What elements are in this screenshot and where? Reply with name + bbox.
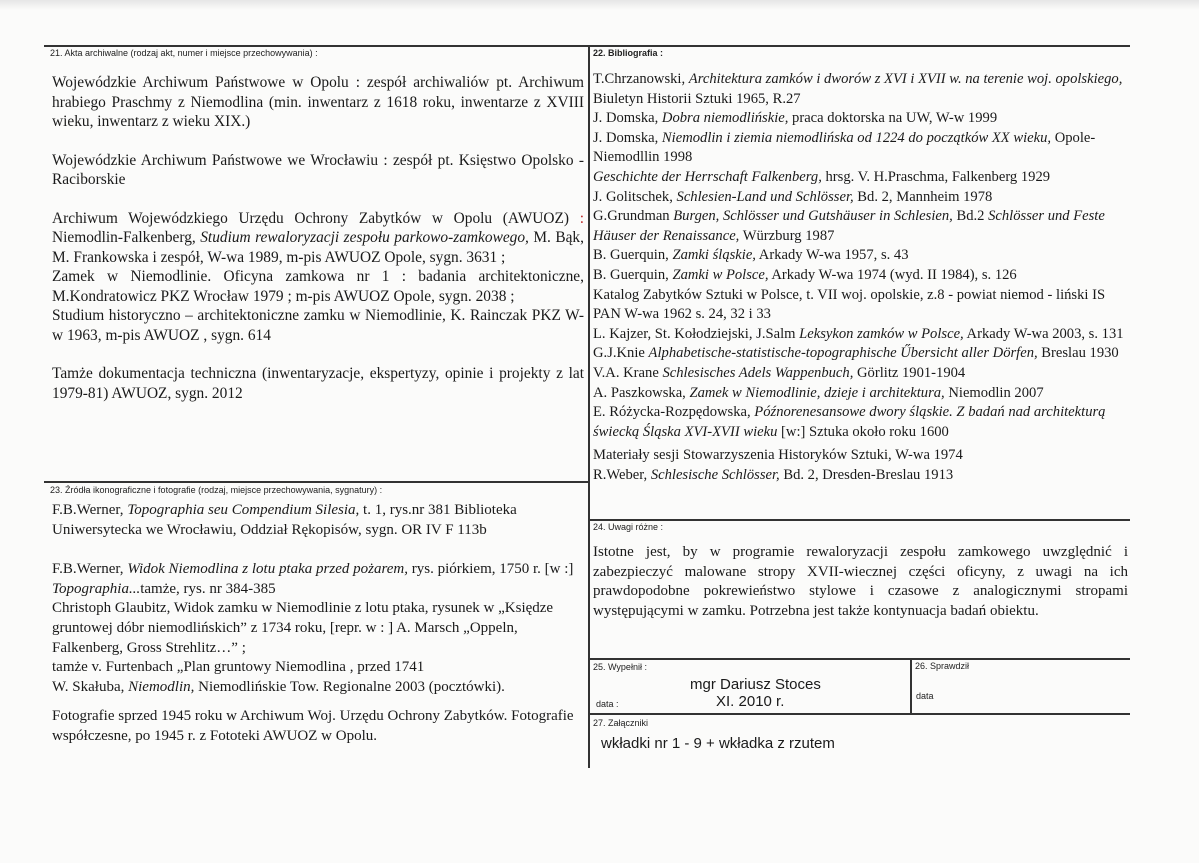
bibliography-entry xyxy=(593,325,1133,345)
bibliography-title: Architektura zamków i dworów z XVI i XVII w. na terenie woj. opolskiego, xyxy=(688,71,1123,87)
s21-p6: Tamże dokumentacja techniczna (inwentaryzacje, ekspertyzy, opinie i projekty z lat 1979-81) AWUOZ, sygn. 2012 xyxy=(52,365,584,402)
bibliography-entry xyxy=(593,70,1133,109)
bibliography-text: Görlitz 1901-1904 xyxy=(853,364,966,381)
s21-p3-place: Niemodlin-Falkenberg, xyxy=(52,229,196,246)
bibliography-text: Arkady W-wa 1974 (wyd. II 1984), s. 126 xyxy=(768,266,1017,283)
s21-body xyxy=(52,73,584,403)
s26-date-label: data xyxy=(916,691,934,701)
bibliography-text: B. Guerquin, xyxy=(593,247,673,264)
bibliography-text: Materiały sesji Stowarzyszenia Historyków Sztuki, W-wa 1974 xyxy=(593,447,963,464)
bibliography-text: Biuletyn Historii Sztuki 1965, R.27 xyxy=(593,90,801,107)
bibliography-text: Würzburg 1987 xyxy=(739,227,835,244)
s23-item-werner-widok xyxy=(52,560,584,599)
s24-label: 24. Uwagi różne : xyxy=(593,522,664,532)
bibliography-entry xyxy=(593,129,1133,168)
bibliography-text: T.Chrzanowski, xyxy=(593,71,689,87)
bibliography-entry xyxy=(593,266,1133,286)
scan-edge xyxy=(0,0,1199,10)
s21-p3-archive: Archiwum Wojewódzkiego Urzędu Ochrony Zabytków w Opolu (AWUOZ) xyxy=(52,209,570,227)
bibliography-text: J. Domska, xyxy=(593,110,662,127)
left-section-divider xyxy=(44,481,589,483)
column-divider xyxy=(588,45,590,768)
bibliography-title: Schlesisches Adels Wappenbuch, xyxy=(662,364,854,381)
bibliography-title: Schlesien-Land und Schlösser, xyxy=(676,188,854,205)
bibliography-title: Geschichte der Herrschaft Falkenberg, xyxy=(593,168,822,185)
bibliography-entry xyxy=(593,466,1133,486)
bibliography-entry xyxy=(593,403,1133,442)
s21-p3 xyxy=(52,209,584,268)
s24-text: Istotne jest, by w programie rewaloryzacji zespołu zamkowego uwzględnić i zabezpieczyć malowane stropy XVII-wiecznej części oficyny, z uwagi na ich prawdopodobne pokrewieństwo stylowe i czasowe z analogicznymi stropami występującymi w zamku. Potrzebna jest także kontynuacja badań obiektu. xyxy=(593,544,1128,619)
s25-label: 25. Wypełnił : xyxy=(593,662,647,672)
s23-item-skaluba xyxy=(52,678,584,698)
bibliography-text: J. Golitschek, xyxy=(593,188,677,205)
bibliography-text: hrsg. V. H.Praschma, Falkenberg 1929 xyxy=(821,168,1051,185)
bibliography-text: Bd. 2, Dresden-Breslau 1913 xyxy=(779,466,954,483)
s27-top-border xyxy=(588,713,1130,715)
s21-p5: Studium historyczno – architektoniczne zamku w Niemodlinie, K. Rainczak PKZ W-w 1963, m-pis AWUOZ , sygn. 614 xyxy=(52,307,584,344)
bibliography-title: Niemodlin i ziemia niemodlińska od 1224 do początków XX wieku, xyxy=(661,129,1052,146)
s23-b-details: rys. piórkiem, 1750 r. [w :] xyxy=(408,561,574,578)
s23-item-photos: Fotografie sprzed 1945 roku w Archiwum Woj. Urzędu Ochrony Zabytków. Fotografie współczesne, po 1945 r. z Fototeki AWUOZ w Opolu. xyxy=(52,708,574,744)
s25-s26-divider xyxy=(910,658,912,713)
bibliography-title: Zamki w Polsce, xyxy=(672,266,769,283)
s23-b-title: Widok Niemodlina z lotu ptaka przed pożarem, xyxy=(127,561,408,578)
bibliography-text: Bd.2 xyxy=(952,208,989,225)
s23-e-details: Niemodlińskie Tow. Regionalne 2003 (pocztówki). xyxy=(194,678,505,695)
s21-p2: Wojewódzkie Archiwum Państwowe we Wrocławiu : zespół pt. Księstwo Opolsko - Raciborskie xyxy=(52,151,584,188)
bibliography-text: Katalog Zabytków Sztuki w Polsce, t. VII woj. opolskie, z.8 - powiat niemod - liński IS PAN W-wa 1962 s. 24, 32 i 33 xyxy=(593,286,1106,323)
bibliography-text: L. Kajzer, St. Kołodziejski, J.Salm xyxy=(593,325,800,342)
bibliography-text: E. Różycka-Rozpędowska, xyxy=(593,404,755,421)
bibliography-text: Arkady W-wa 2003, s. 131 xyxy=(963,325,1124,342)
s23-label: 23. Źródła ikonograficzne i fotografie (rodzaj, miejsce przechowywania, sygnatury) : xyxy=(50,485,383,495)
bibliography-entry xyxy=(593,207,1133,246)
bibliography-entry xyxy=(593,384,1133,404)
bibliography-text: R.Weber, xyxy=(593,466,651,483)
bibliography-entry xyxy=(593,246,1133,266)
bibliography-entry xyxy=(593,109,1133,129)
bibliography-text: Niemodlin 2007 xyxy=(944,384,1044,401)
bibliography-text: Bd. 2, Mannheim 1978 xyxy=(853,188,993,205)
s21-p3-authors: M. Bąk, M. Frankowska i zespół, W-wa 1989, m-pis AWUOZ Opole, sygn. 3631 ; xyxy=(52,229,584,266)
bibliography-title: Zamki śląskie, xyxy=(672,247,756,264)
bibliography-entry xyxy=(593,168,1133,188)
bibliography-text: [w:] Sztuka około roku 1600 xyxy=(777,423,949,440)
s25-date: XI. 2010 r. xyxy=(716,693,785,710)
bibliography-entry xyxy=(593,446,1133,466)
s25-name: mgr Dariusz Stoces xyxy=(690,676,821,693)
s23-a-title: Topographia seu Compendium Silesia, xyxy=(127,502,360,518)
s21-p1: Wojewódzkie Archiwum Państwowe w Opolu : zespół archiwaliów pt. Archiwum hrabiego Praschmy z Niemodlina (min. inwentarz z 1618 roku, inwentarze z XVIII wieku, inwentarz z wieku XIX.) xyxy=(52,74,584,130)
s23-b-ref: tamże, rys. nr 384-385 xyxy=(140,580,276,597)
bibliography-text: Opole-Niemodllin 1998 xyxy=(593,129,1096,166)
bibliography-title: Dobra niemodlińskie, xyxy=(661,110,789,127)
bibliography-entry xyxy=(593,286,1133,325)
s24-top-border xyxy=(588,519,1130,521)
s23-b-author: F.B.Werner, xyxy=(52,561,128,578)
bibliography-text: G.Grundman xyxy=(593,208,674,225)
bibliography-text: G.J.Knie xyxy=(593,345,649,362)
bibliography-title: Alphabetische-statistische-topographische Űbersicht aller Dörfen, xyxy=(648,345,1038,362)
s27-text: wkładki nr 1 - 9 + wkładka z rzutem xyxy=(601,735,835,752)
s23-item-furtenbach: tamże v. Furtenbach „Plan gruntowy Niemodlina , przed 1741 xyxy=(52,659,425,676)
bibliography-title: Późnorenesansowe dwory śląskie. Z badań nad architekturą świecką Śląska XVI-XVII wieku xyxy=(593,404,1106,440)
s25-date-label: data : xyxy=(596,699,619,709)
bibliography-title: Burgen, Schlösser und Gutshäuser in Schlesien, xyxy=(673,208,953,225)
s23-item-glaubitz: Christoph Glaubitz, Widok zamku w Niemodlinie z lotu ptaka, rysunek w „Księdze gruntowej dóbr niemodlińskich” z 1734 roku, [repr. w : ] A. Marsch „Oppeln, Falkenberg, Gross Strehlitz…” ; xyxy=(52,600,554,656)
s23-item-werner-topographia xyxy=(52,501,584,540)
bibliography-title: Schlesische Schlösser, xyxy=(650,466,780,483)
s23-e-author: W. Skałuba, xyxy=(52,678,129,695)
bibliography-text: Arkady W-wa 1957, s. 43 xyxy=(755,247,909,264)
s26-label: 26. Sprawdził xyxy=(915,661,970,671)
bibliography-text: praca doktorska na UW, W-w 1999 xyxy=(788,110,998,127)
s23-a-details: t. 1, rys.nr 381 Biblioteka Uniwersytecka we Wrocławiu, Oddział Rękopisów, sygn. OR IV F 113b xyxy=(52,502,517,538)
s23-a-author: F.B.Werner, xyxy=(52,502,128,518)
s21-label: 21. Akta archiwalne (rodzaj akt, numer i miejsce przechowywania) : xyxy=(50,48,318,58)
bibliography-text: B. Guerquin, xyxy=(593,266,673,283)
bibliography-entry xyxy=(593,188,1133,208)
bibliography-entry xyxy=(593,344,1133,364)
s22-label: 22. Bibliografia : xyxy=(593,48,664,58)
bibliography-title: Schlösser und Feste Häuser der Renaissance, xyxy=(593,208,1105,244)
top-border xyxy=(44,45,1130,47)
s21-p4: Zamek w Niemodlinie. Oficyna zamkowa nr 1 : badania architektoniczne, M.Kondratowicz PKZ Wrocław 1979 ; m-pis AWUOZ Opole, sygn. 2038 ; xyxy=(52,268,584,305)
s21-p3-title: Studium rewaloryzacji zespołu parkowo-zamkowego, xyxy=(200,229,529,246)
bibliography-entry xyxy=(593,364,1133,384)
bibliography-text: A. Paszkowska, xyxy=(593,384,690,401)
s21-p3-colon: : xyxy=(579,209,584,227)
bibliography-list xyxy=(593,70,1133,485)
s25-top-border xyxy=(588,658,1130,660)
bibliography-text: J. Domska, xyxy=(593,129,662,146)
bibliography-title: Zamek w Niemodlinie, dzieje i architektura, xyxy=(689,384,945,401)
s23-e-title: Niemodlin, xyxy=(128,678,195,695)
s27-label: 27. Załączniki xyxy=(593,718,649,728)
bibliography-text: Breslau 1930 xyxy=(1037,345,1119,362)
s23-body xyxy=(52,501,584,747)
bibliography-text: V.A. Krane xyxy=(593,364,663,381)
s23-b-source: Topographia... xyxy=(52,580,141,597)
bibliography-title: Leksykon zamków w Polsce, xyxy=(799,325,964,342)
